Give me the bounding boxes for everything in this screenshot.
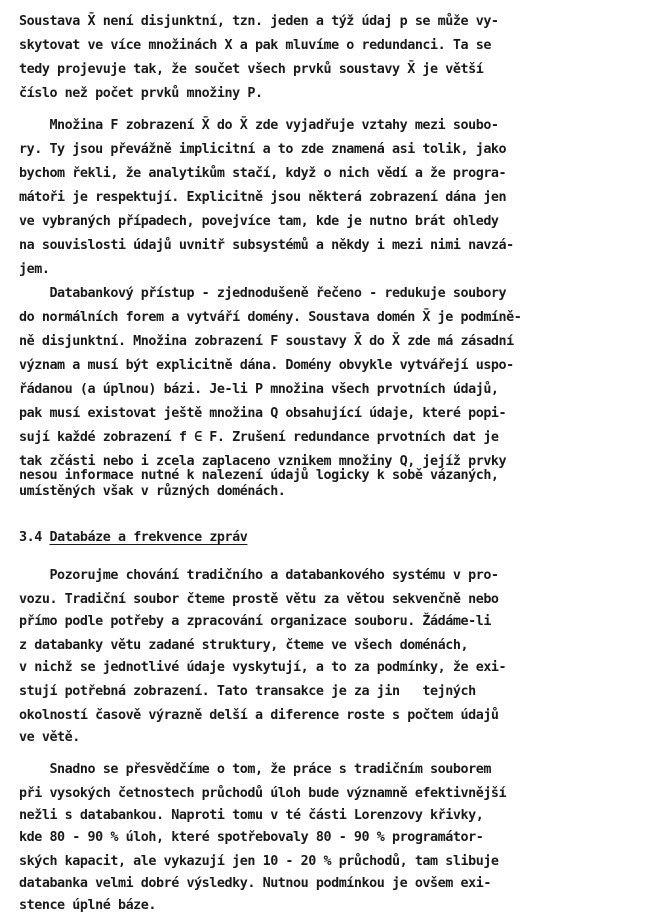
- text-line: ve vybraných případech, povejvíce tam, kde je nutno brát ohledy: [19, 214, 499, 229]
- text-line: Množina F zobrazení X̄ do X̄ zde vyjadřuje vztahy mezi soubo-: [19, 118, 499, 133]
- text-line: skytovat ve více množinách X a pak mluvíme o redundanci. Ta se: [19, 38, 491, 53]
- text-line: Databankový přístup - zjednodušeně řečeno - redukuje soubory: [19, 286, 507, 301]
- text-line: ských kapacit, ale vykazují jen 10 - 20 % průchodů, tam slibuje: [19, 854, 499, 869]
- section-title: Databáze a frekvence zpráv: [49, 530, 248, 545]
- section-heading: [19, 530, 247, 546]
- text-line: přímo podle potřeby a zpracování organizace souboru. Žádáme-li: [19, 614, 491, 629]
- text-line: při vysokých četnostech průchodů úloh bude významně efektivnější: [19, 786, 507, 801]
- text-line: ve větě.: [19, 730, 80, 745]
- text-line: kde 80 - 90 % úloh, které spotřebovaly 80 - 90 % programátor-: [19, 830, 484, 845]
- text-line: bychom řekli, že analytikům stačí, když o nich vědí a že progra-: [19, 166, 507, 181]
- text-line: mátoři je respektují. Explicitně jsou některá zobrazení dána jen: [19, 190, 507, 205]
- text-line: stují potřebná zobrazení. Tato transakce je za jin tejných: [19, 684, 476, 699]
- text-line: na souvislosti údajů uvnitř subsystémů a někdy i mezi nimi navzá-: [19, 238, 514, 253]
- text-line: pak musí existovat ještě množina Q obsahující údaje, které popi-: [19, 406, 507, 421]
- text-line: v nichž se jednotlivé údaje vyskytují, a to za podmínky, že exi-: [19, 660, 507, 675]
- text-line: ry. Ty jsou převážně implicitní a to zde znamená asi tolik, jako: [19, 142, 507, 157]
- text-line: Pozorujme chování tradičního a databankového systému v pro-: [19, 568, 499, 583]
- text-line: nežli s databankou. Naproti tomu v té části Lorenzovy křivky,: [19, 808, 484, 823]
- text-line: Snadno se přesvědčíme o tom, že práce s tradičním souborem: [19, 762, 491, 777]
- text-line: jem.: [19, 262, 50, 277]
- text-line: nesou informace nutné k nalezení údajů logicky k sobě vázaných,: [19, 468, 499, 483]
- text-line: sují každé zobrazení f ∈ F. Zrušení redundance prvotních dat je: [19, 430, 499, 445]
- text-line: do normálních forem a vytváří domény. Soustava domén X̄ je podmíně-: [19, 310, 522, 325]
- text-line: tedy projevuje tak, že součet všech prvků soustavy X̄ je větší: [19, 62, 484, 77]
- section-number: 3.4: [19, 530, 42, 545]
- text-line: z databanky větu zadané struktury, čteme ve všech doménách,: [19, 638, 469, 653]
- text-line: číslo než počet prvků množiny P.: [19, 86, 263, 101]
- text-line: vozu. Tradiční soubor čteme prostě větu za větou sekvenčně nebo: [19, 592, 499, 607]
- text-line: umístěných však v různých doménách.: [19, 484, 286, 499]
- text-line: stence úplné báze.: [19, 898, 157, 913]
- text-line: okolností časově výrazně delší a diference roste s počtem údajů: [19, 708, 499, 723]
- text-line: význam a musí být explicitně dána. Domény obvykle vytvářejí uspo-: [19, 358, 514, 373]
- text-line: Soustava X̄ není disjunktní, tzn. jeden a týž údaj p se může vy-: [19, 14, 499, 29]
- text-line: tak zčásti nebo i zcela zaplaceno vznikem množiny Q, jejíž prvky: [19, 454, 507, 469]
- text-line: databanka velmi dobré výsledky. Nutnou podmínkou je ovšem exi-: [19, 876, 491, 891]
- text-line: řádanou (a úplnou) bázi. Je-li P množina všech prvotních údajů,: [19, 382, 499, 397]
- text-line: ně disjunktní. Množina zobrazení F soustavy X̄ do X̄ zde má zásadní: [19, 334, 514, 349]
